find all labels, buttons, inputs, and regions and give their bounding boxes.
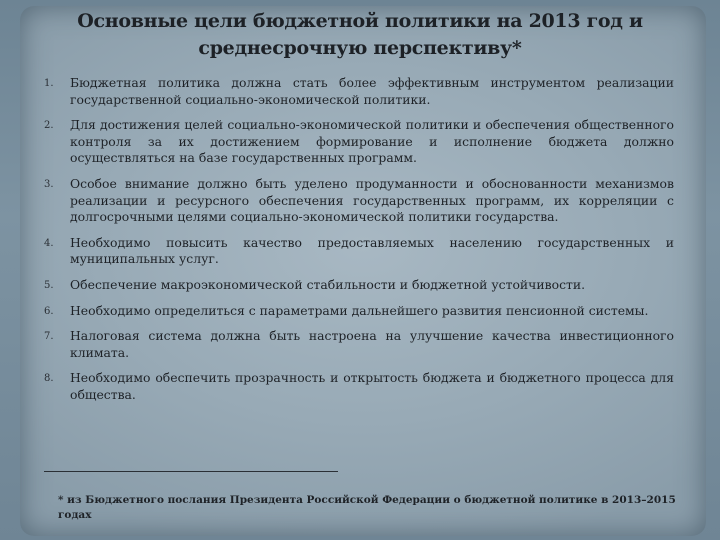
list-item (44, 235, 674, 268)
item-text: Необходимо определиться с параметрами дальнейшего развития пенсионной системы. (70, 302, 649, 318)
footnote-divider (44, 471, 338, 472)
list-item (44, 328, 674, 361)
list-item (44, 303, 674, 320)
item-text: Обеспечение макроэкономической стабильности и бюджетной устойчивости. (70, 276, 586, 292)
item-text: Бюджетная политика должна стать более эффективным инструментом реализации государственной социально-экономической политики. (70, 75, 674, 107)
footnote: * из Бюджетного послания Президента Российской Федерации о бюджетной политике в 2013–2015 годах (58, 494, 676, 521)
item-text: Налоговая система должна быть настроена на улучшение качества инвестиционного климата. (70, 328, 674, 360)
list-item (44, 277, 674, 294)
item-number: 1. (44, 78, 54, 89)
slide-title (40, 8, 680, 62)
item-text: Особое внимание должно быть уделено продуманности и обоснованности механизмов реализации и ресурсного обеспечения государственных программ, их корреляции с долгосрочными целями социально-экономической политики государства. (70, 175, 674, 225)
list-item (44, 176, 674, 226)
item-number: 7. (44, 331, 54, 343)
list-item (44, 75, 674, 108)
list-item (44, 117, 674, 167)
item-number: 2. (44, 120, 54, 132)
item-number: 5. (44, 279, 54, 291)
list-item (44, 370, 674, 403)
item-number: 8. (44, 373, 54, 385)
title-line-1: Основные цели бюджетной политики на 2013 год и (77, 10, 643, 32)
item-number: 4. (44, 237, 54, 249)
goals-list (44, 75, 674, 413)
item-number: 6. (44, 305, 54, 317)
title-line-2: среднесрочную перспективу* (198, 37, 522, 59)
item-text: Необходимо повысить качество предоставляемых населению государственных и муниципальных услуг. (70, 234, 674, 267)
item-number: 3. (44, 178, 54, 190)
item-text: Необходимо обеспечить прозрачность и открытость бюджета и бюджетного процесса для общества. (70, 370, 674, 402)
item-text: Для достижения целей социально-экономической политики и обеспечения общественного контроля за их достижением формирование и исполнение бюджета должно осуществляться на базе государственных программ. (70, 117, 674, 166)
